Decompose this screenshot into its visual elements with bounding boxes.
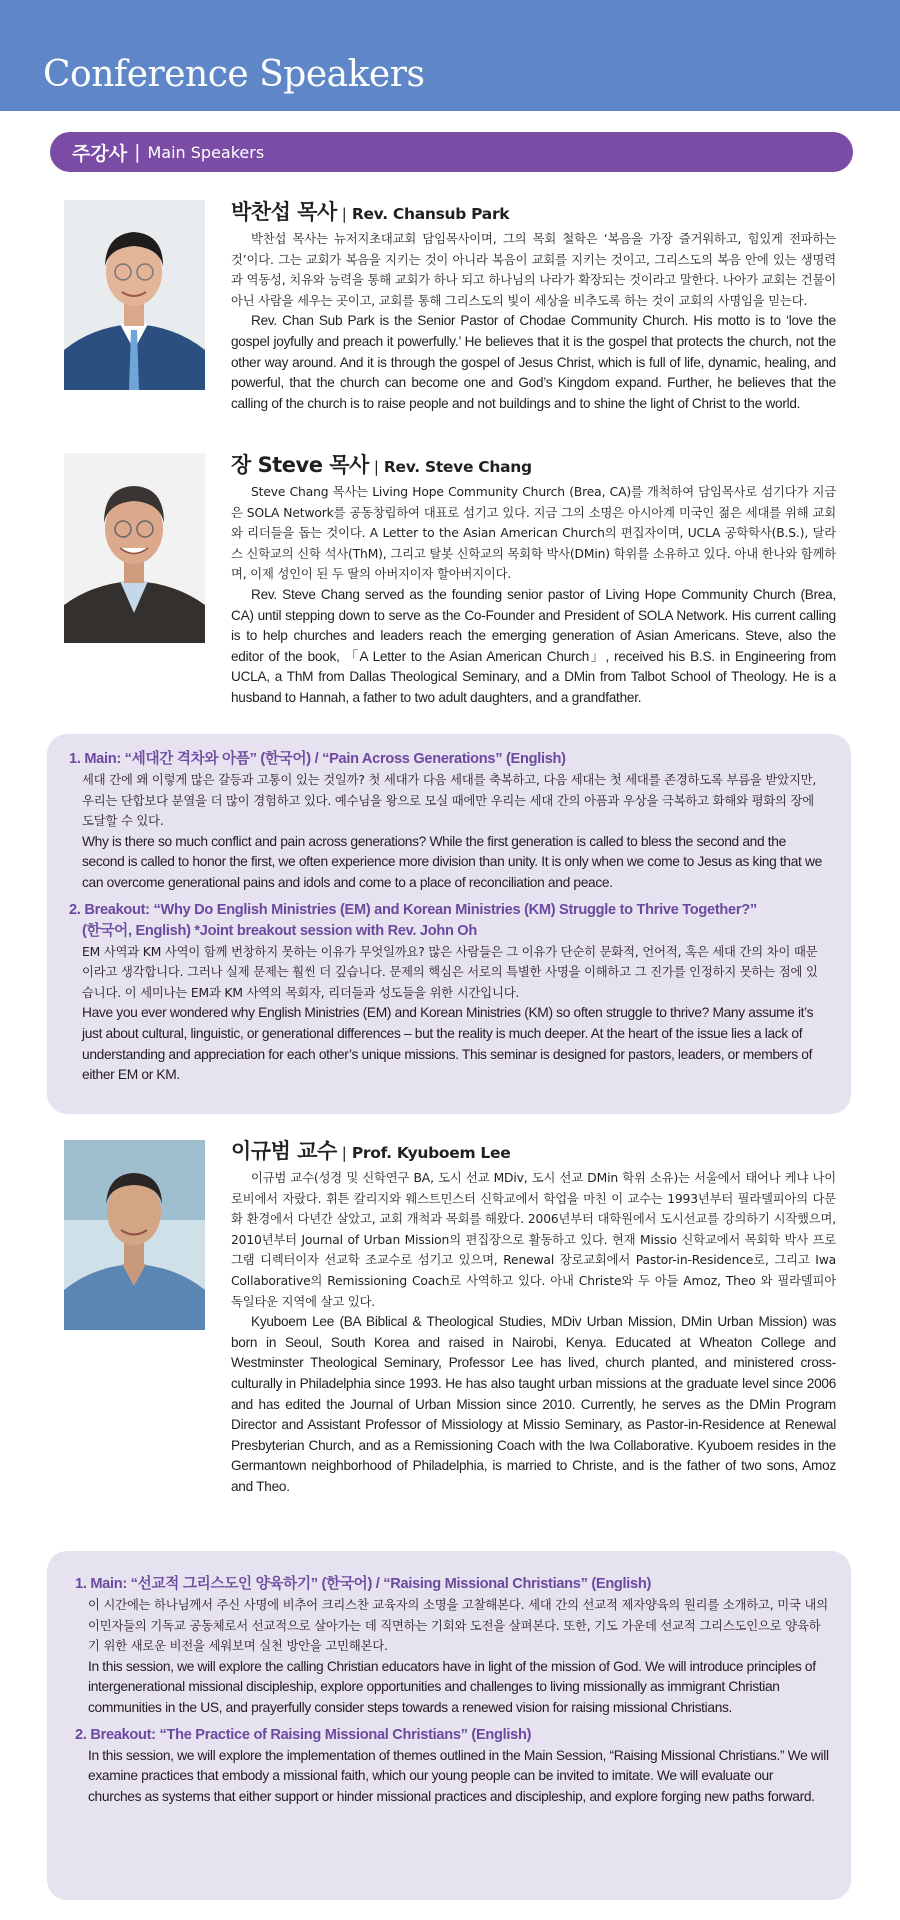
session-description-english: Why is there so much conflict and pain across generations? While the first generation is called to bless the second and the second is called to honor the first, we often experience more division than unity. It is only when we come to Jesus as king that we can overcome generational pains and idols and come to a place of reconciliation and peace. bbox=[82, 833, 822, 890]
name-separator: | bbox=[373, 458, 379, 476]
portrait-icon bbox=[64, 453, 205, 643]
speaker-bio-korean: 박찬섭 목사는 뉴저지초대교회 담임목사이며, 그의 목회 철학은 ‘복음을 가장 즐거워하고, 힘있게 전파하는 것’이다. 그는 교회가 복음을 지키는 것이 아니라 복음이 교회를 지키는 것이고, 그리스도의 복음 안에 있는 생명력과 역동성, 치유와 능력을 통해 교회가 하나 되고 하나님의 나라가 확장되는 것이라고 말한다. 나아가 교회는 건물이 아닌 사람을 세우는 곳이고, 교회를 통해 그리스도의 빛이 세상을 비추도록 하는 것이 교회의 사명임을 믿는다. bbox=[231, 232, 836, 308]
speaker-kyuboem-lee bbox=[231, 1135, 836, 1498]
page-title: Conference Speakers bbox=[43, 54, 425, 95]
session-description-english: In this session, we will explore the implementation of themes outlined in the Main Session, “Raising Missional Christians.” We will examine practices that embody a missional faith, which our young people can be invited to imitate. We will evaluate our churches as systems that either support or hinder missional practices and discipleship, and explore forging new paths forward. bbox=[88, 1747, 829, 1804]
speaker-name-korean: 장 Steve 목사 bbox=[231, 453, 369, 477]
speaker-name-english: Rev. Steve Chang bbox=[383, 458, 532, 476]
speaker-photo-kyuboem-lee bbox=[64, 1140, 205, 1330]
session-item bbox=[69, 749, 829, 894]
portrait-icon bbox=[64, 200, 205, 390]
speaker-bio-english: Rev. Steve Chang served as the founding senior pastor of Living Hope Community Church (Brea, CA) until stepping down to serve as the Co-Founder and President of SOLA Network. His current calling is to help churches and leaders reach the emerging generation of Asian Americans. Steve, also the editor of the book, 「A Letter to the Asian American Church」, received his B.S. in Engineering from UCLA, a ThM from Dallas Theological Seminary, and a DMin from Talbot School of Theology. He is a husband to Hannah, a father to two adult daughters, and a grandfather. bbox=[231, 586, 836, 705]
session-title: 2. Breakout: “Why Do English Ministries (EM) and Korean Ministries (KM) Struggle to Thrive Together?” bbox=[69, 901, 757, 918]
session-title: 1. Main: “세대간 격차와 아픔” (한국어) / “Pain Across Generations” (English) bbox=[69, 751, 566, 767]
section-title-korean: 주강사 bbox=[72, 142, 128, 165]
speaker-photo-chansub-park bbox=[64, 200, 205, 390]
section-separator: | bbox=[134, 141, 141, 163]
speaker-bio-english: Kyuboem Lee (BA Biblical & Theological Studies, MDiv Urban Mission, DMin Urban Mission) was born in Seoul, South Korea and raised in Nairobi, Kenya. Educated at Wheaton College and Westminster Theological Seminary, Professor Lee has lived, church planted, and ministered cross-culturally in Philadelphia since 1993. He has also taught urban missions at the graduate level since 2006 and has edited the Journal of Urban Mission since 2010. Currently, he serves as the DMin Program Director and Assistant Professor of Missiology at Missio Seminary, as Pastor-in-Residence at Renewal Presbyterian Church, and as a Remissioning Coach with the Iwa Collaborative. Kyuboem resides in the Germantown neighborhood of Philadelphia, is married to Christe, and is the father of two sons, Amoz and Theo. bbox=[231, 1314, 836, 1494]
speaker-steve-chang bbox=[231, 449, 836, 709]
speaker-name-english: Rev. Chansub Park bbox=[351, 205, 510, 223]
name-separator: | bbox=[341, 1144, 347, 1162]
speaker-bio-english: Rev. Chan Sub Park is the Senior Pastor of Chodae Community Church. His motto is to ‘love the gospel joyfully and preach it powerfully.’ He believes that it is the gospel that protects the church, not the other way around. And it is through the gospel of Jesus Christ, which is full of life, dynamic, healing, and powerful, that the church can become one and God’s Kingdom expand. Further, he believes that the calling of the church is to raise people and not buildings and to shine the light of Christ to the world. bbox=[231, 313, 836, 411]
speaker-name-korean: 이규범 교수 bbox=[231, 1139, 337, 1163]
session-subtitle: (한국어, English) *Joint breakout session with Rev. John Oh bbox=[82, 922, 477, 939]
session-description-english: Have you ever wondered why English Ministries (EM) and Korean Ministries (KM) so often struggle to thrive? Many assume it’s just about cultural, linguistic, or generational differences – but the reality is much deeper. At the heart of the issue lies a lack of understanding and appreciation for each other’s unique missions. This seminar is designed for pastors, leaders, or members of either EM or KM. bbox=[82, 1005, 814, 1083]
speaker-photo-steve-chang bbox=[64, 453, 205, 643]
speaker-bio-korean: 이규범 교수(성경 및 신학연구 BA, 도시 선교 MDiv, 도시 선교 DMin 학위 소유)는 서울에서 태어나 케냐 나이로비에서 자랐다. 휘튼 칼리지와 웨스트민스터 신학교에서 학업을 마친 이 교수는 1993년부터 필라델피아의 다문화 환경에서 다년간 살았고, 교회 개척과 목회를 해왔다. 2006년부터 대학원에서 도시선교를 강의하기 시작했으며, 2010년부터 Journal of Urban Mission의 편집장으로 활동하고 있다. 현재 Missio 신학교에서 목회학 박사 프로그램 디렉터이자 선교학 조교수로 섬기고 있으며, Renewal 장로교회에서 Pastor-in-Residence로, 그리고 Iwa Collaborative의 Remissioning Coach로 사역하고 있다. 아내 Christe와 두 아들 Amoz, Theo 와 필라델피아 독일타운 지역에 살고 있다. bbox=[231, 1171, 836, 1309]
session-item bbox=[75, 1725, 829, 1808]
session-item bbox=[75, 1574, 829, 1719]
portrait-icon bbox=[64, 1140, 205, 1330]
section-bar-main-speakers bbox=[50, 132, 853, 172]
session-box-kyuboem-lee bbox=[47, 1551, 851, 1900]
session-description-korean: EM 사역과 KM 사역이 함께 번창하지 못하는 이유가 무엇일까요? 많은 사람들은 그 이유가 단순히 문화적, 언어적, 혹은 세대 간의 차이 때문이라고 생각합니다. 그러나 실제 문제는 훨씬 더 깊습니다. 문제의 핵심은 서로의 특별한 사명을 이해하고 그 진가를 인정하지 못하는 점에 있습니다. 이 세미나는 EM과 KM 사역의 목회자, 리더들과 성도들을 위한 시간입니다. bbox=[82, 944, 818, 1000]
speaker-name-korean: 박찬섭 목사 bbox=[231, 200, 337, 224]
page-header bbox=[0, 0, 900, 111]
speaker-chansub-park bbox=[231, 196, 836, 414]
session-item bbox=[69, 900, 829, 1086]
section-title-english: Main Speakers bbox=[147, 142, 265, 162]
name-separator: | bbox=[341, 205, 347, 223]
session-box-steve-chang bbox=[47, 734, 851, 1114]
speaker-bio-korean: Steve Chang 목사는 Living Hope Community Church (Brea, CA)를 개척하여 담임목사로 섬기다가 지금은 SOLA Network를 공동창립하여 대표로 섬기고 있다. 지금 그의 소명은 아시아계 미국인 젊은 세대를 위해 교회와 리더들을 돕는 것이다. A Letter to the Asian American Church의 편집자이며, UCLA 공학학사(B.S.), 달라스 신학교의 신학 석사(ThM), 그리고 탈봇 신학교의 목회학 박사(DMin) 학위를 소유하고 있다. 아내 한나와 함께하며, 이제 성인이 된 두 딸의 아버지이자 할아버지이다. bbox=[231, 485, 836, 582]
session-description-korean: 세대 간에 왜 이렇게 많은 갈등과 고통이 있는 것일까? 첫 세대가 다음 세대를 축복하고, 다음 세대는 첫 세대를 존경하도록 부름을 받았지만, 우리는 단합보다 분열을 더 많이 경험하고 있다. 예수님을 왕으로 모실 때에만 우리는 세대 간의 아픔과 우상을 극복하고 화해와 평화의 장에 도달할 수 있다. bbox=[82, 773, 817, 829]
speaker-name-english: Prof. Kyuboem Lee bbox=[351, 1144, 511, 1162]
session-description-english: In this session, we will explore the calling Christian educators have in light of the mission of God. We will introduce principles of intergenerational missional discipleship, explore opportunities and challenges to living missionally as immigrant Christian communities in the US, and prayerfully consider steps towards a renewed vision for raising missional Christians. bbox=[88, 1658, 816, 1715]
session-title: 2. Breakout: “The Practice of Raising Missional Christians” (English) bbox=[75, 1726, 532, 1743]
session-description-korean: 이 시간에는 하나님께서 주신 사명에 비추어 크리스찬 교육자의 소명을 고찰해본다. 세대 간의 선교적 제자양육의 원리를 소개하고, 미국 내의 이민자들의 기독교 공동체로서 선교적으로 살아가는 데 직면하는 기회와 도전을 살펴본다. 또한, 기도 가운데 선교적 그리스도인으로 양육하기 위한 새로운 비전을 세워보며 실천 방안을 고민해본다. bbox=[88, 1598, 828, 1654]
session-title: 1. Main: “선교적 그리스도인 양육하기” (한국어) / “Raising Missional Christians” (English) bbox=[75, 1576, 652, 1592]
